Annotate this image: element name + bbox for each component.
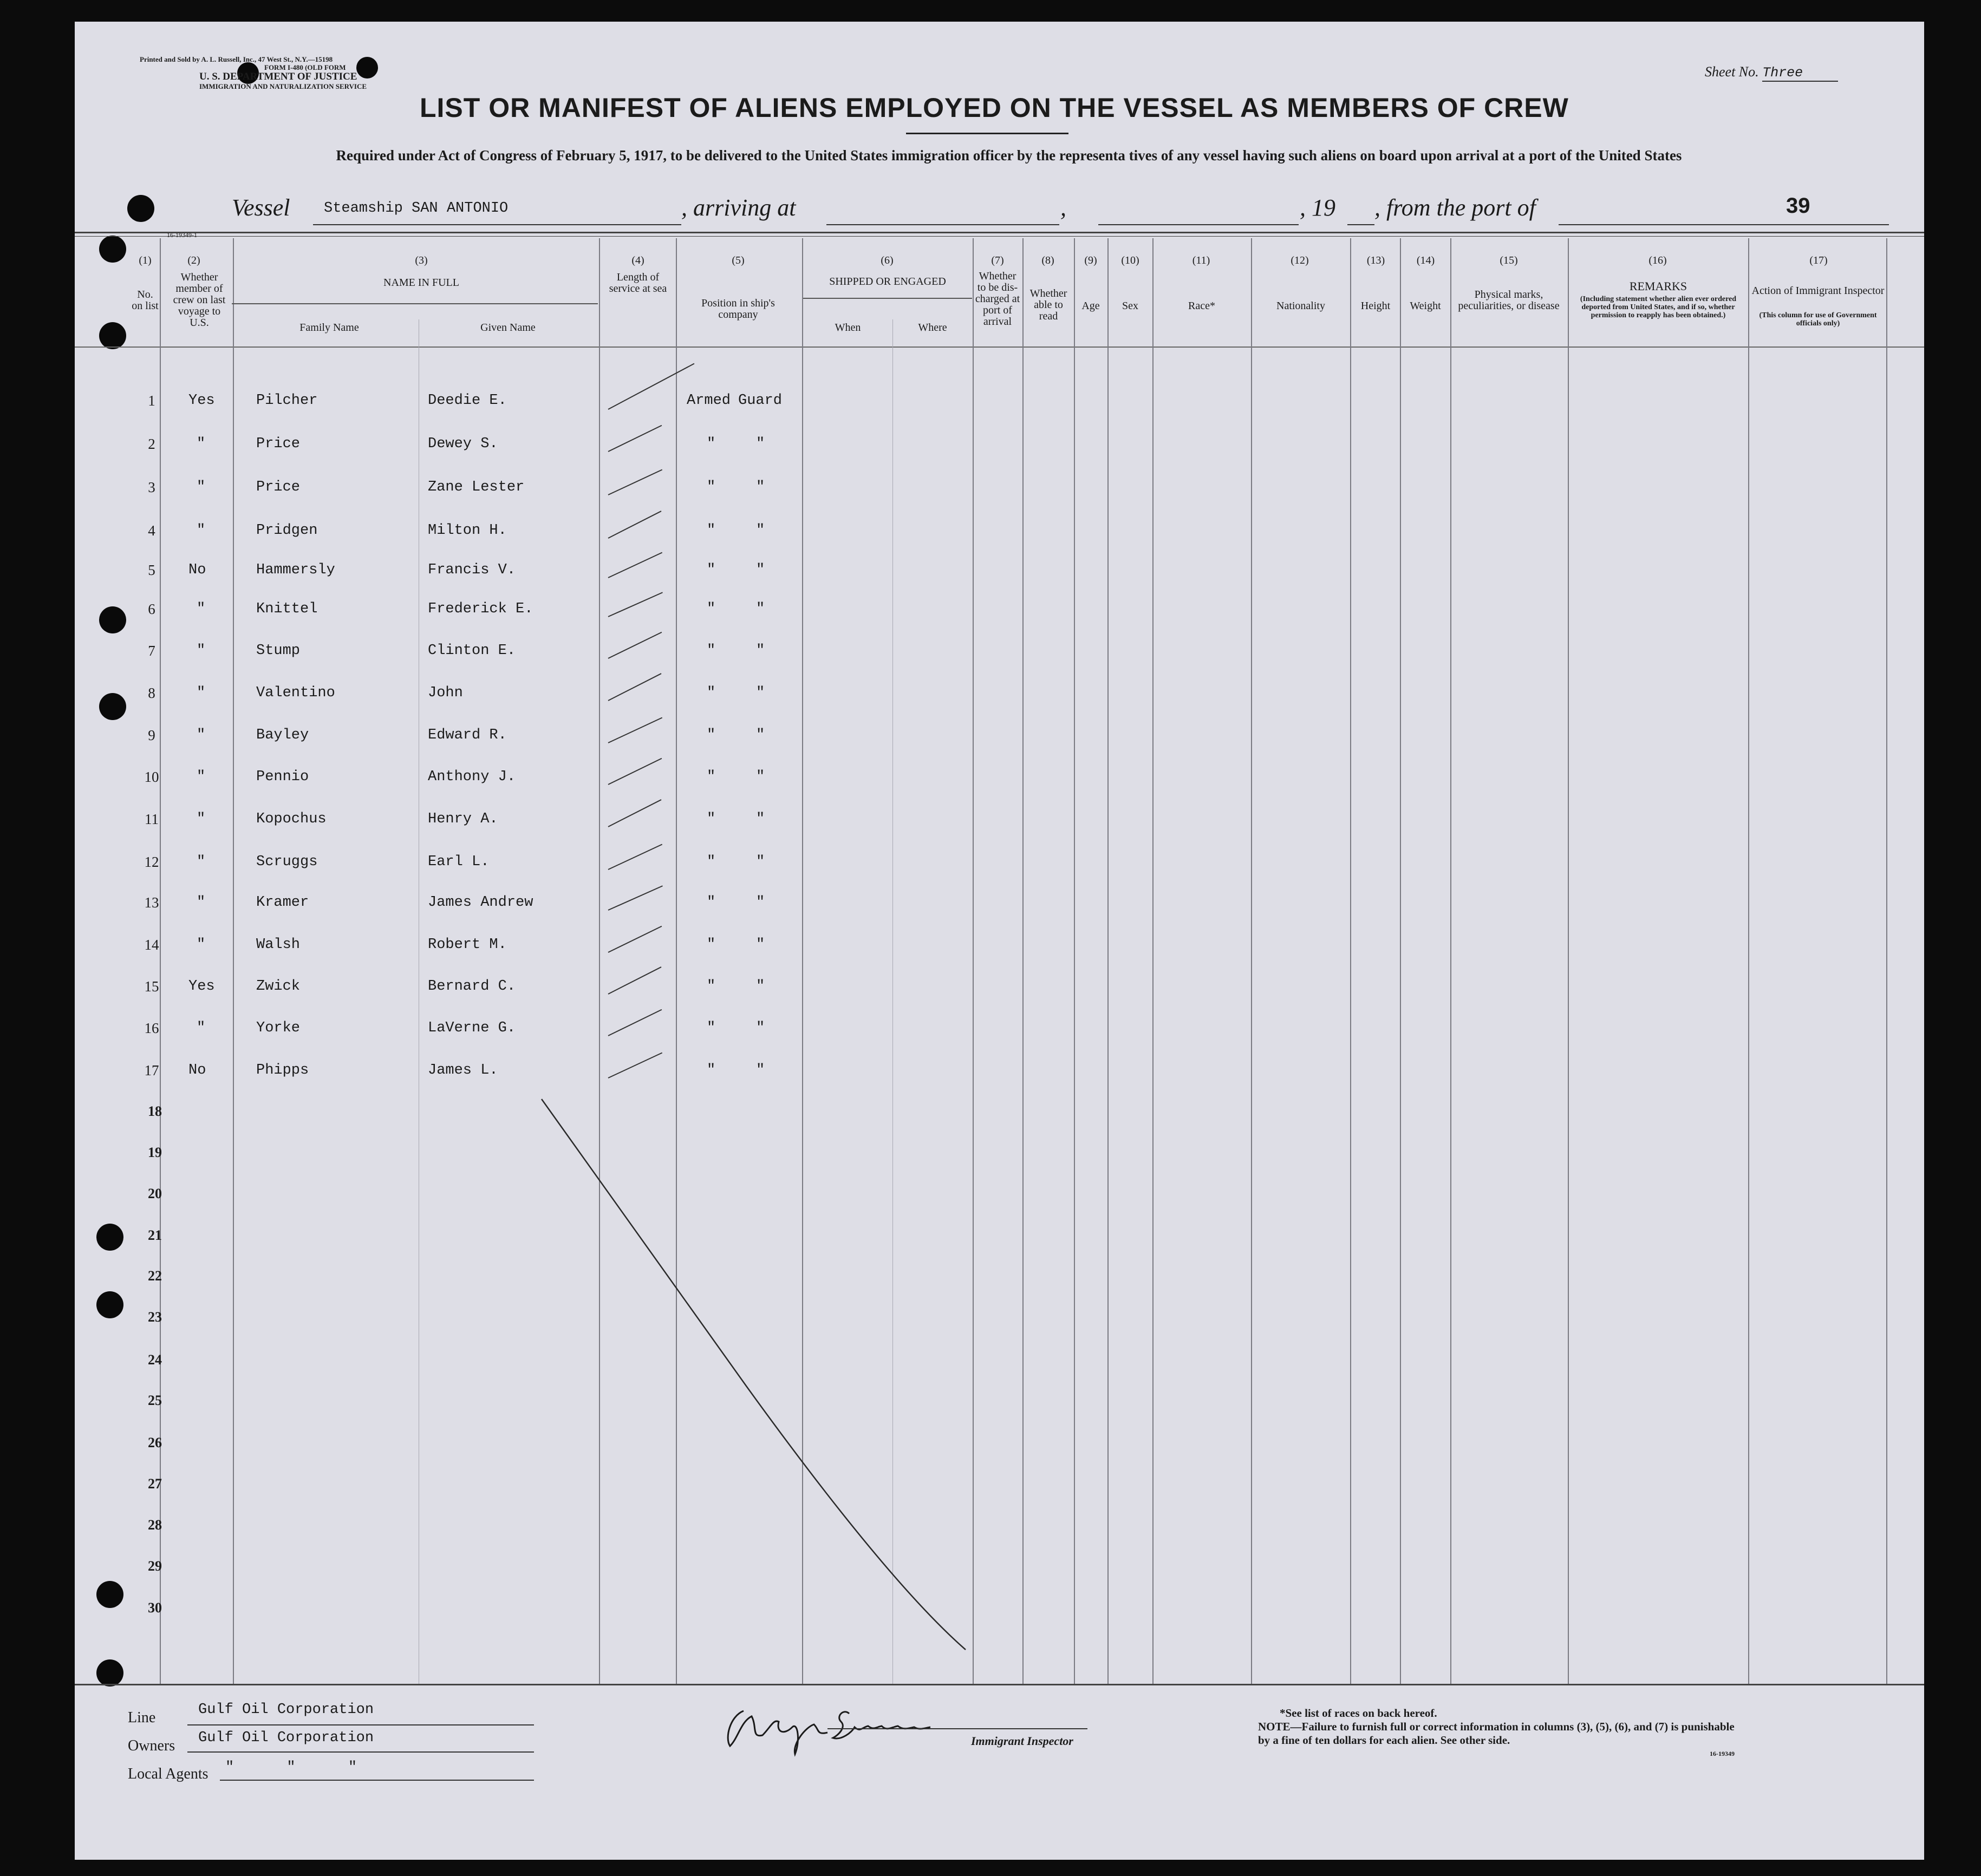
agents-label: Local Agents	[128, 1766, 208, 1782]
crew-last-voyage: "	[197, 1020, 206, 1036]
row-number: 2	[148, 436, 155, 452]
row-number: 25	[148, 1393, 162, 1408]
given-name: Henry A.	[428, 811, 498, 827]
given-name: John	[428, 685, 463, 701]
given-name: James L.	[428, 1062, 498, 1078]
col10-label: Sex	[1122, 300, 1138, 312]
col17-label: Action of Immigrant Inspector	[1751, 285, 1885, 297]
col4-num: (4)	[631, 254, 644, 266]
position-2: "	[756, 1062, 765, 1078]
col1-label: No. on list	[132, 289, 159, 312]
col8-label: Whether able to read	[1029, 287, 1067, 322]
col4-label: Length of service at sea	[609, 271, 667, 295]
family-name: Walsh	[256, 937, 301, 953]
crew-last-voyage: "	[197, 685, 206, 701]
year-label: , 19	[1300, 194, 1335, 221]
col17-num: (17)	[1809, 254, 1828, 266]
position-1: "	[707, 727, 716, 743]
family-name: Bayley	[256, 727, 309, 743]
family-name: Hammersly	[256, 562, 335, 578]
row-number: 23	[148, 1309, 162, 1325]
position-1: "	[707, 436, 716, 452]
comma: ,	[1060, 194, 1066, 221]
col12-label: Nationality	[1276, 300, 1325, 312]
col12-num: (12)	[1291, 254, 1309, 266]
arriving-label: , arriving at	[681, 194, 796, 221]
row-number: 24	[148, 1352, 162, 1368]
row-number: 11	[145, 811, 159, 827]
row-number: 10	[144, 769, 159, 785]
crew-last-voyage: "	[197, 769, 206, 785]
col9-label: Age	[1081, 300, 1100, 312]
crew-last-voyage: "	[197, 727, 206, 743]
given-name: Earl L.	[428, 854, 490, 870]
crew-last-voyage: "	[197, 643, 206, 659]
position-2: "	[756, 727, 765, 743]
position-2: Guard	[738, 393, 783, 409]
family-name: Kopochus	[256, 811, 327, 827]
position-1: "	[707, 562, 716, 578]
col13-num: (13)	[1366, 254, 1385, 266]
strike-line	[75, 22, 1924, 1860]
position-1: "	[707, 769, 716, 785]
given-name: Clinton E.	[428, 643, 516, 659]
position-1: "	[707, 685, 716, 701]
family-name: Valentino	[256, 685, 335, 701]
line-value: Gulf Oil Corporation	[198, 1702, 374, 1718]
form-number: FORM I-480 (OLD FORM	[264, 63, 346, 71]
row-number: 7	[148, 643, 155, 659]
crew-last-voyage: "	[197, 854, 206, 870]
crew-last-voyage: "	[197, 522, 206, 539]
family-name: Kramer	[256, 894, 309, 911]
given-name: Anthony J.	[428, 769, 516, 785]
position-2: "	[756, 479, 765, 495]
given-name: LaVerne G.	[428, 1020, 516, 1036]
col14-label: Weight	[1410, 300, 1441, 312]
col13-label: Height	[1360, 300, 1391, 312]
agents-value: " " "	[225, 1760, 357, 1776]
col11-label: Race*	[1188, 300, 1215, 312]
col6-when: When	[835, 322, 861, 334]
position-2: "	[756, 769, 765, 785]
row-number: 15	[144, 978, 159, 995]
col15-num: (15)	[1500, 254, 1518, 266]
row-number: 6	[148, 601, 155, 617]
family-name: Stump	[256, 643, 301, 659]
row-number: 12	[144, 854, 159, 870]
position-1: "	[707, 978, 716, 995]
service: IMMIGRATION AND NATURALIZATION SERVICE	[199, 82, 367, 90]
inspector-signature	[719, 1695, 1044, 1760]
col6-label: SHIPPED OR ENGAGED	[829, 276, 946, 287]
inspector-label: Immigrant Inspector	[971, 1734, 1073, 1748]
col6-num: (6)	[881, 254, 894, 266]
vessel-label: Vessel	[232, 194, 290, 221]
owners-value: Gulf Oil Corporation	[198, 1730, 374, 1746]
position-1: "	[707, 854, 716, 870]
position-2: "	[756, 562, 765, 578]
given-name: Milton H.	[428, 522, 507, 539]
row-number: 27	[148, 1476, 162, 1492]
col3-given: Given Name	[480, 322, 536, 334]
row-number: 3	[148, 479, 155, 495]
given-name: Zane Lester	[428, 479, 525, 495]
position-1: "	[707, 643, 716, 659]
col5-label: Position in ship's company	[701, 297, 775, 321]
vessel-name: Steamship SAN ANTONIO	[324, 200, 509, 217]
from-port-label: , from the port of	[1374, 194, 1536, 221]
col7-label: Whether to be dis-charged at port of arrival	[975, 270, 1020, 328]
given-name: Edward R.	[428, 727, 507, 743]
col14-num: (14)	[1416, 254, 1435, 266]
family-name: Yorke	[256, 1020, 301, 1036]
position-2: "	[756, 811, 765, 827]
position-1: "	[707, 479, 716, 495]
crew-last-voyage: "	[197, 436, 206, 452]
row-number: 28	[148, 1517, 162, 1533]
family-name: Pilcher	[256, 393, 318, 409]
col3-label: NAME IN FULL	[383, 277, 459, 289]
inspector-fill-line	[827, 1728, 1087, 1729]
row-number: 8	[148, 685, 155, 701]
row-number: 14	[144, 937, 159, 953]
position-1: "	[707, 1062, 716, 1078]
penalty-note: NOTE—Failure to furnish full or correct information in columns (3), (5), (6), and (7) is punishable by a fine of ten dollars for each alien. See other side.	[1258, 1720, 1735, 1747]
position-2: "	[756, 1020, 765, 1036]
crew-last-voyage: "	[197, 601, 206, 617]
family-name: Scruggs	[256, 854, 318, 870]
form-code: 16-19349-1	[167, 231, 197, 239]
sheet-value: Three	[1762, 65, 1838, 82]
position-1: "	[707, 894, 716, 911]
position-1: "	[707, 1020, 716, 1036]
given-name: Deedie E.	[428, 393, 507, 409]
department: U. S. DEPARTMENT OF JUSTICE	[199, 71, 357, 82]
footer-rule	[75, 1684, 1924, 1685]
col9-num: (9)	[1084, 254, 1097, 266]
given-name: Dewey S.	[428, 436, 498, 452]
row-number: 29	[148, 1558, 162, 1574]
col7-num: (7)	[991, 254, 1004, 266]
row-number: 30	[148, 1600, 162, 1616]
owners-fill-line	[187, 1751, 534, 1753]
row-number: 13	[144, 894, 159, 911]
page-title: LIST OR MANIFEST OF ALIENS EMPLOYED ON THE VESSEL AS MEMBERS OF CREW	[420, 93, 1569, 123]
col2-num: (2)	[187, 254, 200, 266]
row-number: 5	[148, 562, 155, 578]
col16-note: (Including statement whether alien ever ordered deported from United States, and if so, whether permission to reapply has been obtained.)	[1580, 295, 1737, 319]
crew-last-voyage: "	[197, 811, 206, 827]
col16-label: REMARKS	[1629, 279, 1687, 293]
row-number: 22	[148, 1268, 162, 1284]
given-name: Robert M.	[428, 937, 507, 953]
col2-label: Whether member of crew on last voyage to U.S.	[173, 271, 226, 329]
given-name: Francis V.	[428, 562, 516, 578]
col1-num: (1)	[139, 254, 152, 266]
crew-last-voyage: Yes	[188, 978, 215, 995]
position-1: "	[707, 811, 716, 827]
crew-last-voyage: Yes	[188, 393, 215, 409]
position-2: "	[756, 978, 765, 995]
agents-fill-line	[220, 1780, 534, 1781]
given-name: Frederick E.	[428, 601, 533, 617]
row-number: 16	[144, 1020, 159, 1036]
family-name: Zwick	[256, 978, 301, 995]
col8-num: (8)	[1041, 254, 1054, 266]
col16-num: (16)	[1648, 254, 1667, 266]
row-number: 26	[148, 1435, 162, 1450]
crew-last-voyage: "	[197, 894, 206, 911]
position-1: "	[707, 937, 716, 953]
family-name: Price	[256, 479, 301, 495]
given-name: James Andrew	[428, 894, 533, 911]
position-1: Armed	[687, 393, 731, 409]
position-1: "	[707, 601, 716, 617]
family-name: Price	[256, 436, 301, 452]
position-2: "	[756, 854, 765, 870]
col10-num: (10)	[1121, 254, 1139, 266]
subtitle: Required under Act of Congress of February 5, 1917, to be delivered to the United States immigration officer by the representa tives of any vessel having such aliens on board upon arrival at a port of the United States	[336, 147, 1682, 164]
line-fill-line	[187, 1724, 534, 1725]
printer-line: Printed and Sold by A. L. Russell, Inc., 47 West St., N.Y.—15198	[140, 55, 333, 63]
position-2: "	[756, 522, 765, 539]
owners-label: Owners	[128, 1737, 175, 1754]
position-2: "	[756, 937, 765, 953]
sheet-label: Sheet No.	[1705, 64, 1759, 80]
col6-where: Where	[918, 322, 947, 334]
line-label: Line	[128, 1709, 156, 1726]
row-number: 17	[144, 1062, 159, 1078]
crew-last-voyage: "	[197, 937, 206, 953]
col15-label: Physical marks, peculiarities, or disease	[1458, 289, 1560, 312]
family-name: Pennio	[256, 769, 309, 785]
crew-last-voyage: No	[188, 1062, 206, 1078]
col5-num: (5)	[732, 254, 745, 266]
given-name: Bernard C.	[428, 978, 516, 995]
col3-num: (3)	[415, 254, 428, 266]
crew-last-voyage: "	[197, 479, 206, 495]
races-note: *See list of races on back hereof.	[1280, 1707, 1437, 1720]
position-2: "	[756, 685, 765, 701]
row-number: 18	[148, 1103, 162, 1119]
col3-family: Family Name	[299, 322, 359, 334]
footer-code: 16-19349	[1710, 1750, 1735, 1757]
row-number: 20	[148, 1186, 162, 1201]
row-number: 19	[148, 1145, 162, 1160]
position-1: "	[707, 522, 716, 539]
crew-last-voyage: No	[188, 562, 206, 578]
family-name: Pridgen	[256, 522, 318, 539]
footer-notes	[1258, 1707, 1745, 1761]
col11-num: (11)	[1192, 254, 1210, 266]
position-2: "	[756, 601, 765, 617]
family-name: Knittel	[256, 601, 318, 617]
row-number: 21	[148, 1227, 162, 1243]
stamp-number: 39	[1786, 194, 1810, 218]
position-2: "	[756, 436, 765, 452]
row-number: 9	[148, 727, 155, 743]
position-2: "	[756, 894, 765, 911]
position-2: "	[756, 643, 765, 659]
row-number: 4	[148, 522, 155, 539]
row-number: 1	[148, 393, 155, 409]
col17-note: (This column for use of Government officials only)	[1759, 311, 1877, 328]
family-name: Phipps	[256, 1062, 309, 1078]
manifest-sheet	[75, 22, 1924, 1860]
